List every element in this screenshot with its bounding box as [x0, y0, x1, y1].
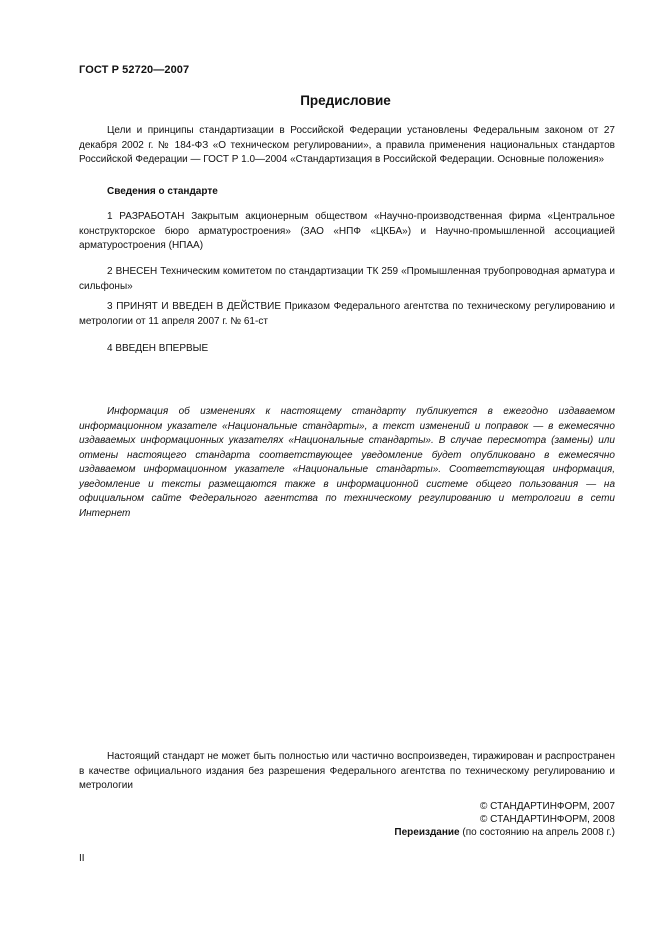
reissue-label: Переиздание: [394, 827, 460, 838]
standard-info-item-4: 4 ВВЕДЕН ВПЕРВЫЕ: [107, 343, 209, 354]
copyright-line-2008: © СТАНДАРТИНФОРМ, 2008: [480, 814, 615, 825]
change-info-paragraph: Информация об изменениях к настоящему стандарту публикуется в ежегодно издаваемом информационном указателе «Национальные стандарты», а текст изменений и поправок — в ежемесячно издаваемых информационных указателях «Национальные стандарты». В случае пересмотра (замены) или отмены настоящего стандарта соответствующее уведомление будет опубликовано в ежемесячно издаваемом информационном указателе «Национальные стандарты». Соответствующая информация, уведомление и тексты размещаются также в информационной системе общего пользования — на официальном сайте Федерального агентства по техническому регулированию и метрологии в сети Интернет: [79, 406, 615, 519]
standard-info-item-1: 1 РАЗРАБОТАН Закрытым акционерным обществом «Научно-производственная фирма «Центральное конструкторское бюро арматуростроения» (ЗАО «НПФ «ЦКБА») и Научно-промышленной ассоциацией арматуростроения (НПАА): [79, 211, 615, 251]
reissue-line: [394, 827, 615, 838]
standard-info-heading: Сведения о стандарте: [107, 186, 218, 197]
reissue-note: (по состоянию на апрель 2008 г.): [459, 827, 615, 838]
standard-info-item-3: 3 ПРИНЯТ И ВВЕДЕН В ДЕЙСТВИЕ Приказом Федерального агентства по техническому регулированию и метрологии от 11 апреля 2007 г. № 61-ст: [79, 301, 615, 327]
preface-intro-paragraph: Цели и принципы стандартизации в Российской Федерации установлены Федеральным законом от 27 декабря 2002 г. № 184-ФЗ «О техническом регулировании», а правила применения национальных стандартов Российской Федерации — ГОСТ Р 1.0—2004 «Стандартизация в Российской Федерации. Основные положения»: [79, 125, 615, 165]
copyright-line-2007: © СТАНДАРТИНФОРМ, 2007: [480, 801, 615, 812]
page-number: II: [79, 853, 85, 864]
standard-info-item-2: 2 ВНЕСЕН Техническим комитетом по стандартизации ТК 259 «Промышленная трубопроводная арматура и сильфоны»: [79, 266, 615, 292]
reproduction-notice: Настоящий стандарт не может быть полностью или частично воспроизведен, тиражирован и распространен в качестве официального издания без разрешения Федерального агентства по техническому регулированию и метрологии: [79, 751, 615, 791]
standard-code-header: ГОСТ Р 52720—2007: [79, 64, 190, 76]
preface-title: Предисловие: [300, 93, 391, 108]
